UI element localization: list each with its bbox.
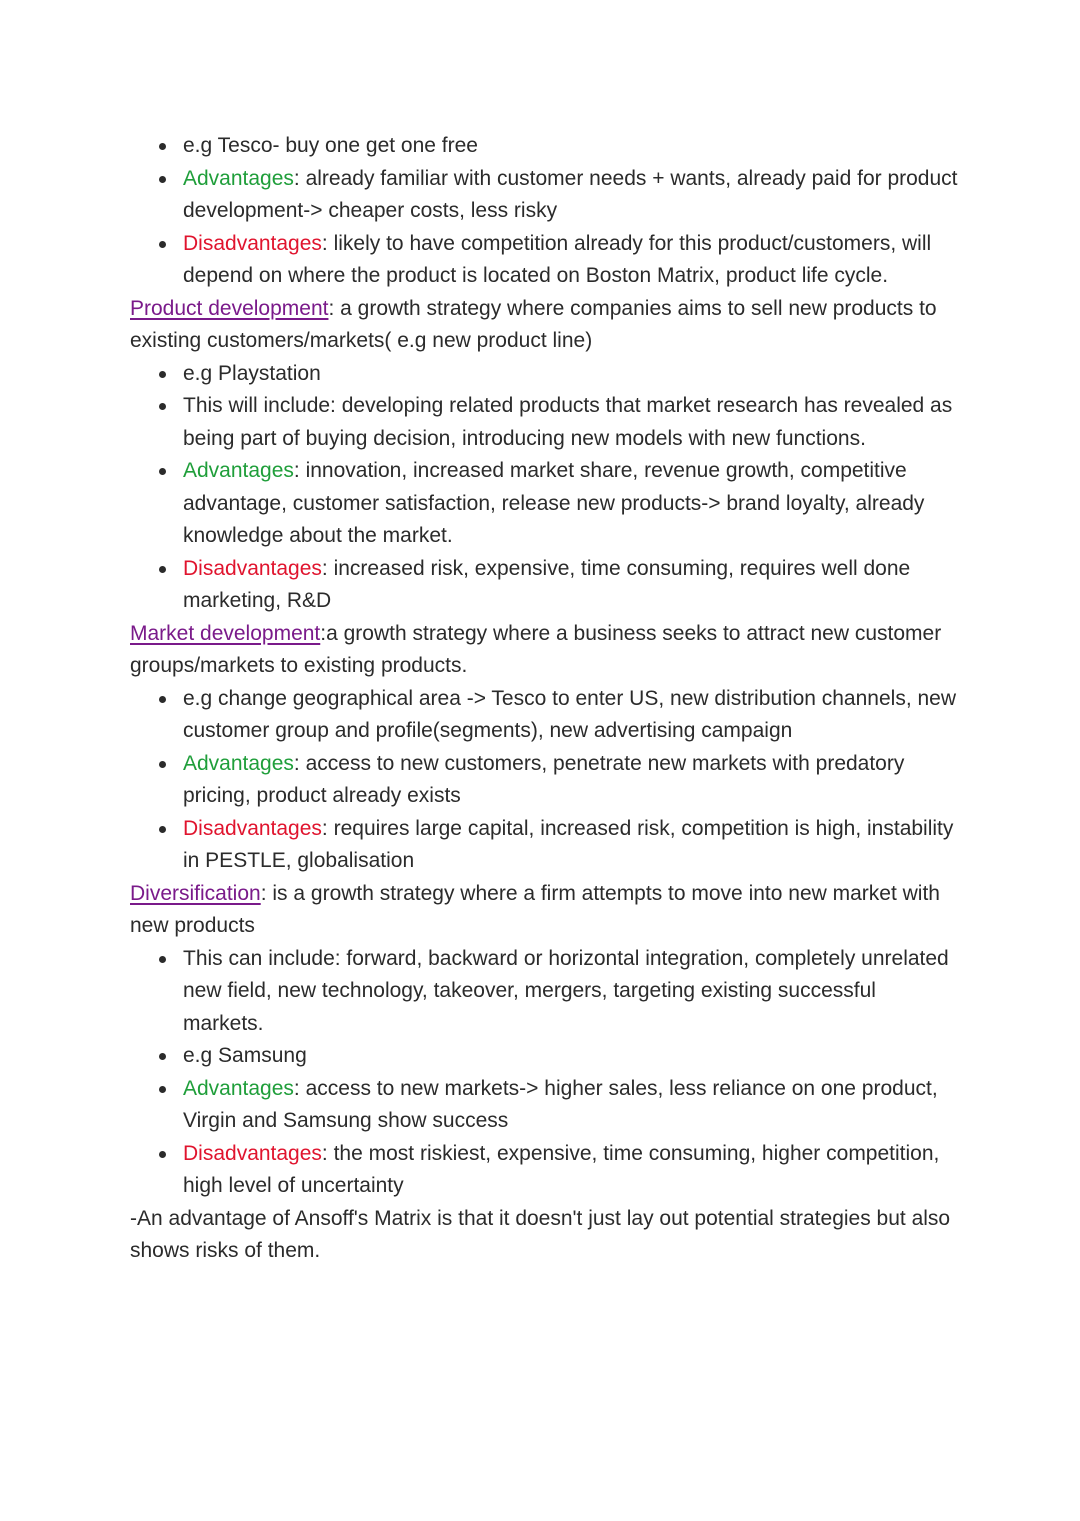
list-item-text: : already familiar with customer needs + wants, already paid for product development-> cheaper costs, less risky [183,166,958,222]
list-item [183,1073,960,1138]
disadvantages-label: Disadvantages [183,1141,322,1165]
list-item-text: e.g Tesco- buy one get one free [183,134,478,157]
diversification-list [130,943,960,1203]
list-item [183,813,960,878]
list-item-text: : requires large capital, increased risk, competition is high, instability in PESTLE, globalisation [183,816,954,872]
list-item-text: e.g Samsung [183,1044,307,1067]
list-item [183,553,960,618]
market-development-paragraph [130,618,960,683]
list-item-text: This will include: developing related products that market research has revealed as being part of buying decision, introducing new models with new functions. [183,394,953,450]
list-item [183,390,960,455]
diversification-paragraph [130,878,960,943]
list-item-text: : access to new customers, penetrate new markets with predatory pricing, product already exists [183,751,905,807]
list-item [183,748,960,813]
definition-text: :a growth strategy where a business seeks to attract new customer groups/markets to existing products. [130,621,942,677]
list-item [183,943,960,1041]
list-item [183,683,960,748]
advantages-label: Advantages [183,1076,294,1100]
market-development-list [130,683,960,878]
disadvantages-label: Disadvantages [183,231,322,255]
conclusion-paragraph: -An advantage of Ansoff's Matrix is that it doesn't just lay out potential strategies but also shows risks of them. [130,1206,951,1262]
definition-text: : a growth strategy where companies aims to sell new products to existing customers/markets( e.g new product line) [130,296,937,352]
product-development-term: Product development [130,296,329,320]
list-item-text: : likely to have competition already for this product/customers, will depend on where the product is located on Boston Matrix, product life cycle. [183,231,932,287]
list-item-text: : the most riskiest, expensive, time consuming, higher competition, high level of uncertainty [183,1141,940,1197]
list-item-text: e.g change geographical area -> Tesco to enter US, new distribution channels, new customer group and profile(segments), new advertising campaign [183,686,957,742]
disadvantages-label: Disadvantages [183,556,322,580]
list-item [183,1040,960,1073]
document-page [130,130,960,1268]
market-development-term: Market development [130,621,321,645]
market-penetration-list [130,130,960,293]
list-item-text: This can include: forward, backward or horizontal integration, completely unrelated new field, new technology, takeover, mergers, targeting existing successful markets. [183,946,949,1035]
list-item-text: e.g Playstation [183,361,321,385]
advantages-label: Advantages [183,751,294,775]
product-development-paragraph [130,293,960,358]
advantages-label: Advantages [183,166,294,190]
list-item-text: : innovation, increased market share, revenue growth, competitive advantage, customer satisfaction, release new products-> brand loyalty, already knowledge about the market. [183,459,925,547]
list-item [183,455,960,553]
product-development-list [130,358,960,618]
list-item-text: : access to new markets-> higher sales, less reliance on one product, Virgin and Samsung show success [183,1076,938,1132]
list-item [183,1138,960,1203]
list-item [183,163,960,228]
list-item [183,130,960,163]
disadvantages-label: Disadvantages [183,816,322,840]
definition-text: : is a growth strategy where a firm attempts to move into new market with new products [130,881,940,937]
list-item-text: : increased risk, expensive, time consuming, requires well done marketing, R&D [183,556,911,612]
advantages-label: Advantages [183,459,294,482]
list-item [183,358,960,391]
diversification-term: Diversification [130,881,261,905]
list-item [183,228,960,293]
